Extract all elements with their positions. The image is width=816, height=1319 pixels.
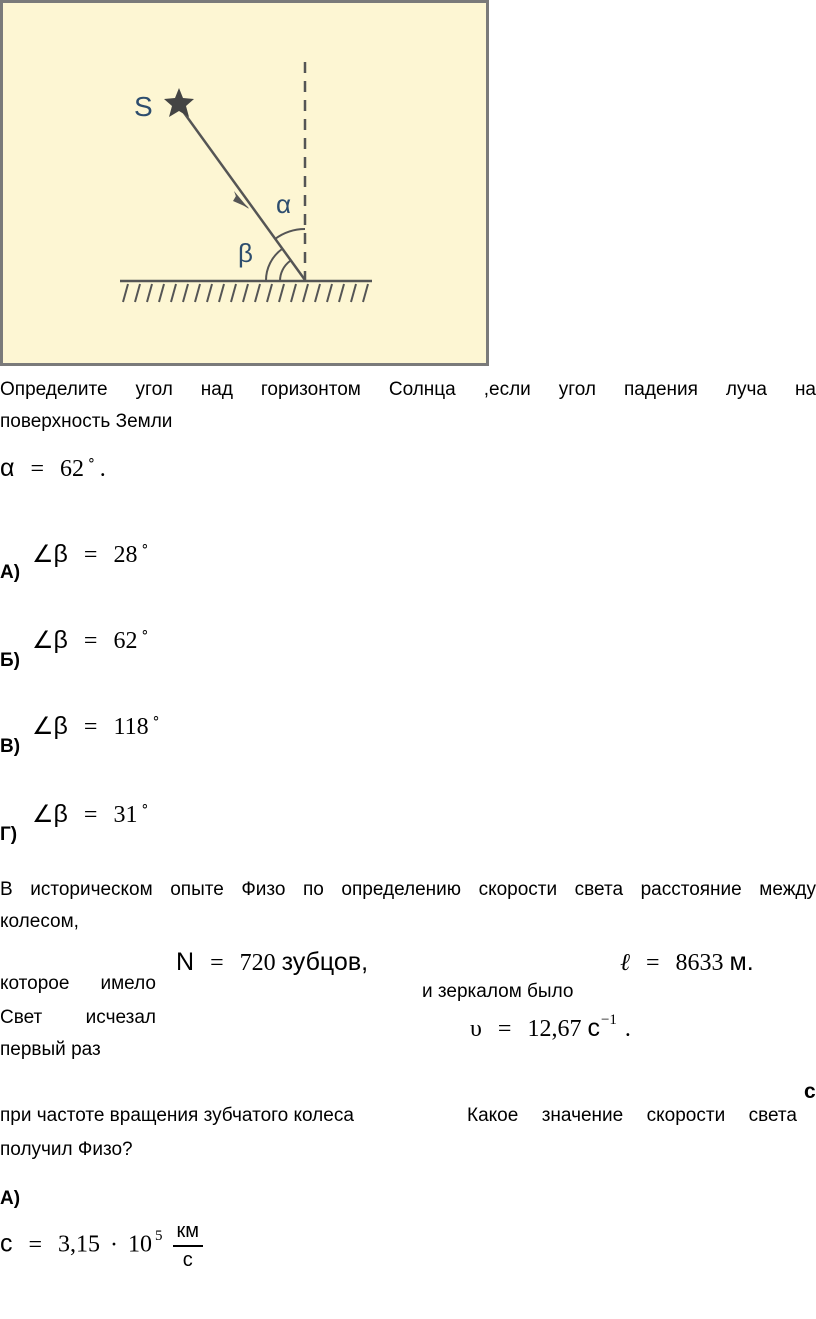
label-alpha: α — [276, 189, 292, 219]
q2-question-text: Какое значение скорости света — [467, 1105, 797, 1126]
q2-question-end: получил Физо? — [0, 1139, 133, 1160]
figure-frame — [2, 2, 488, 365]
q2-option-a-label[interactable]: А) — [0, 1188, 21, 1209]
label-beta: β — [238, 238, 253, 268]
q1-option-d-label[interactable]: Г) — [0, 824, 18, 845]
q2-c-symbol: с — [804, 1080, 816, 1103]
q2-l-formula: ℓ = 8633 м. — [620, 948, 754, 976]
q1-option-a-formula: ∠β = 28 ∘ — [32, 539, 150, 568]
ray-incidence-figure — [0, 0, 490, 366]
unit-fraction: $\frac{км}{с}$ — [173, 1220, 204, 1272]
q2-left-text-1: которое имело — [0, 973, 156, 994]
q2-text-line2: колесом, — [0, 911, 79, 932]
q1-text-line1: Определите угол над горизонтом Солнца ,если угол падения луча на — [0, 379, 816, 400]
q2-n-formula: N = 720 зубцов, — [176, 948, 369, 976]
q1-option-a-label[interactable]: А) — [0, 562, 21, 583]
q2-left-text-3: первый раз — [0, 1039, 101, 1060]
q2-answer-formula: с = 3,15 · 10 $^5$ $\frac{км}{с}$ — [0, 1220, 203, 1272]
q2-v-formula: υ = 12,67 $с^{-1}$ . — [470, 1012, 631, 1042]
q1-option-d-formula: ∠β = 31 ∘ — [32, 799, 150, 828]
q2-middle-text: и зеркалом было — [422, 981, 574, 1002]
q2-freq-text: при частоте вращения зубчатого колеса — [0, 1105, 354, 1126]
q1-option-b-formula: ∠β = 62 ∘ — [32, 625, 150, 654]
q1-text-line2: поверхность Земли — [0, 411, 173, 432]
q2-text-line1: В историческом опыте Физо по определению скорости света расстояние между — [0, 879, 816, 900]
q1-option-b-label[interactable]: Б) — [0, 650, 20, 671]
q1-option-c-formula: ∠β = 118 ∘ — [32, 711, 161, 740]
label-s: S — [134, 91, 153, 122]
q1-given-formula: α = 62 ∘ . — [0, 453, 106, 482]
q1-option-c-label[interactable]: В) — [0, 736, 21, 757]
q2-left-text-2: Свет исчезал — [0, 1007, 156, 1028]
